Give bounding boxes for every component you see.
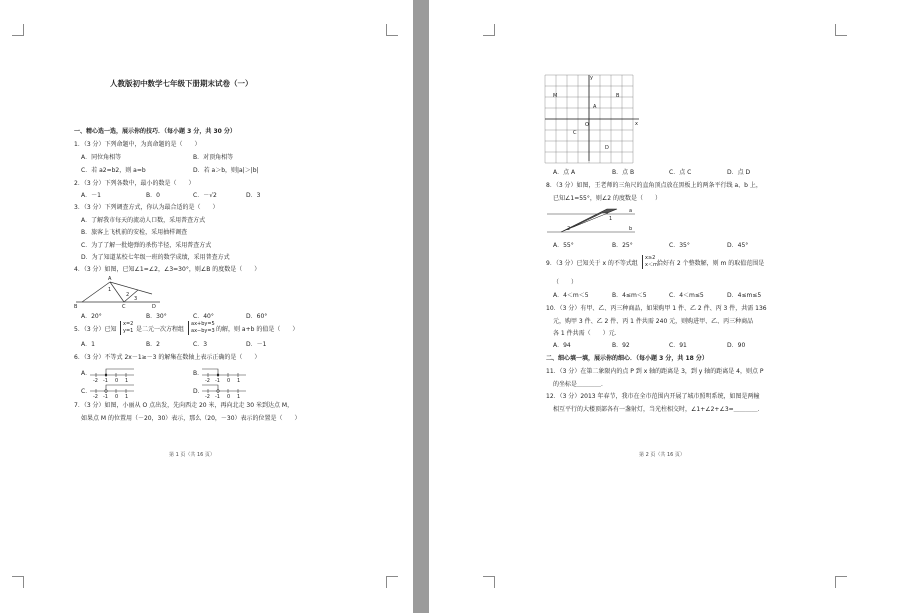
option-c: C．4＜m≤5	[669, 292, 704, 299]
angle-figure	[74, 276, 164, 310]
question-stem-suffix: 的解，则 a+b 的值是（ ）	[216, 326, 299, 333]
tick-label: -1	[215, 378, 220, 384]
crop-mark	[835, 576, 847, 588]
option-b: B．30°	[146, 313, 167, 320]
option-d: D．点 D	[727, 169, 751, 176]
option-b: B．点 B	[612, 169, 635, 176]
option-a: A．20°	[81, 313, 102, 320]
tick-label: -2	[93, 394, 98, 400]
question-stem: 各 1 件共需（ ）元．	[553, 330, 621, 337]
crop-mark	[386, 24, 398, 36]
question-stem: 4．（3 分）如图，已知∠1=∠2，∠3=30°，则∠B 的度数是（ ）	[74, 266, 261, 273]
option-b: B．4≤m＜5	[612, 292, 647, 299]
page-footer: 第 1 页（共 16 页）	[169, 452, 215, 458]
tick-label: -2	[205, 394, 210, 400]
number-line-c	[90, 382, 136, 398]
option-c: C．40°	[193, 313, 214, 320]
crop-mark	[386, 576, 398, 588]
option-d: D．4≤m≤5	[727, 292, 762, 299]
question-stem: 12．（3 分）2013 年春节，我市在全市范围内开展了城市照明系统，如图是两幢	[546, 393, 760, 400]
question-stem: 11．（3 分）在第二象限内的点 P 到 x 轴的距离是 3，到 y 轴的距离是 4，则点 P	[546, 368, 764, 375]
point-label: A	[108, 276, 112, 282]
tick-label: -2	[93, 378, 98, 384]
option-c: C．点 C	[669, 169, 692, 176]
option-b: B．旅客上飞机前的安检，采用抽样调查	[81, 229, 188, 236]
document-page-1	[0, 0, 413, 613]
option-b: B．对顶角相等	[193, 154, 234, 161]
option-c: C．35°	[669, 242, 690, 249]
option-a: A．了解我市每天的流动人口数，采用普查方式	[81, 217, 206, 224]
triangle-ruler-figure	[547, 206, 637, 236]
option-a: A．4＜m＜5	[553, 292, 589, 299]
question-stem: 1．（3 分）下列命题中，为真命题的是（ ）	[74, 141, 201, 148]
question-stem: 如果点 M 的位置用（－20，30）表示，那么（20，－30）表示的位置是（ ）	[81, 415, 301, 422]
point-label: B	[616, 93, 620, 99]
point-label: O	[585, 122, 589, 128]
tick-label: 0	[227, 394, 231, 400]
option-d: D．45°	[727, 242, 749, 249]
point-label: C	[122, 304, 126, 310]
option-b: B．92	[612, 342, 630, 349]
tick-label: -1	[215, 394, 220, 400]
option-c: C．3	[193, 341, 208, 348]
question-stem: 2．（3 分）下列各数中，最小的数是（ ）	[74, 180, 195, 187]
crop-mark	[483, 576, 495, 588]
crop-mark	[12, 576, 24, 588]
option-d: D．3	[246, 192, 261, 199]
equation-system: x=2 y=1	[120, 321, 133, 335]
document-page-2	[429, 0, 916, 613]
option-b: B．	[193, 370, 204, 377]
point-label: C	[573, 130, 577, 136]
option-b: B．25°	[612, 242, 633, 249]
tick-label: 1	[125, 378, 129, 384]
option-c: C．	[81, 388, 92, 395]
point-label: D	[605, 145, 609, 151]
crop-mark	[483, 24, 495, 36]
axis-label: x	[635, 121, 638, 127]
tick-label: -1	[103, 394, 108, 400]
line-label: a	[629, 208, 633, 214]
option-b: B．0	[146, 192, 160, 199]
option-c: C．为了了解一批炮弹的杀伤半径，采用普查方式	[81, 242, 212, 249]
tick-label: -1	[103, 378, 108, 384]
point-label: B	[74, 304, 78, 310]
option-d: D．90	[727, 342, 746, 349]
number-line-b	[202, 366, 248, 382]
option-d: D．若 a＞b，则|a|＞|b|	[193, 167, 259, 174]
angle-label: 2	[567, 226, 571, 232]
coordinate-grid	[545, 75, 641, 163]
answer-blank: （ ）	[553, 279, 578, 286]
crop-mark	[835, 24, 847, 36]
equation-system: ax+by=5 ax−by=3	[188, 321, 215, 335]
option-c: C．91	[669, 342, 687, 349]
option-d: D．为了知道某校七年级一班的数学成绩，采用普查方式	[81, 254, 230, 261]
angle-label: 1	[609, 216, 613, 222]
tick-label: 1	[237, 378, 241, 384]
line-label: b	[629, 226, 633, 232]
tick-label: 1	[237, 394, 241, 400]
tick-label: 0	[227, 378, 231, 384]
question-stem: 已知∠1=55°，则∠2 的度数是（ ）	[553, 195, 661, 202]
question-stem: 元，购甲 3 件、乙 2 件、丙 1 件共需 240 元，则购进甲、乙、丙三种商品	[553, 318, 754, 325]
section-heading: 一、精心选一选，展示你的技巧．（每小题 3 分，共 30 分）	[74, 128, 236, 135]
tick-label: 1	[125, 394, 129, 400]
section-heading: 二、细心填一填，展示你的细心．（每小题 3 分，共 18 分）	[546, 355, 708, 362]
exam-title: 人教版初中数学七年级下册期末试卷（一）	[110, 79, 253, 88]
axis-label: y	[590, 75, 593, 81]
angle-label: 3	[134, 296, 138, 302]
option-a: A．－1	[81, 192, 101, 199]
angle-label: 2	[126, 292, 130, 298]
point-label: M	[553, 93, 558, 99]
option-b: B．2	[146, 341, 160, 348]
option-a: A．点 A	[553, 169, 576, 176]
inequality-system: x≥2 x＜m	[642, 255, 658, 269]
option-a: A．同位角相等	[81, 154, 122, 161]
question-stem-prefix: 5．（3 分）已知	[74, 326, 117, 333]
tick-label: -2	[205, 378, 210, 384]
crop-mark	[12, 24, 24, 36]
option-d: D．	[193, 388, 204, 395]
option-a: A．1	[81, 341, 95, 348]
option-c: C．若 a2=b2，则 a=b	[81, 167, 146, 174]
point-label: A	[593, 104, 597, 110]
number-line-d	[202, 382, 248, 398]
option-d: D．60°	[246, 313, 268, 320]
number-line-a	[90, 366, 136, 382]
question-stem: 的坐标是＿＿＿＿．	[553, 381, 608, 388]
tick-label: 0	[115, 394, 119, 400]
question-stem-prefix: 9．（3 分）已知关于 x 的不等式组	[546, 260, 638, 267]
question-stem-mid: 是二元一次方程组	[136, 326, 185, 333]
question-stem: 相互平行的大楼顶部各有一盏射灯，当光柱相交时，∠1+∠2+∠3=＿＿＿＿．	[553, 406, 764, 413]
tick-label: 0	[115, 378, 119, 384]
option-a: A．55°	[553, 242, 574, 249]
angle-label: 1	[108, 287, 112, 293]
question-stem: 10．（3 分）有甲、乙、丙三种商品，如果购甲 1 件、乙 2 件、丙 3 件，共需 136	[546, 305, 767, 312]
point-label: D	[152, 304, 156, 310]
question-stem: 7．（3 分）如图，小丽从 O 点出发，先向西走 20 米，再向北走 30 米到达点 M，	[74, 402, 294, 409]
question-stem: 3．（3 分）下列调查方式，你认为最合适的是（ ）	[74, 204, 219, 211]
option-a: A．	[81, 370, 92, 377]
question-stem-suffix: 恰好有 2 个整数解，则 m 的取值范围是	[657, 260, 765, 267]
question-stem: 6．（3 分）不等式 2x－1≥－3 的解集在数轴上表示正确的是（ ）	[74, 354, 261, 361]
option-d: D．－1	[246, 341, 267, 348]
question-stem: 8．（3 分）如图，王老师的三角尺的直角顶点放在黑板上的两条平行线 a、b 上，	[546, 182, 762, 189]
page-footer: 第 2 页（共 16 页）	[639, 452, 685, 458]
option-a: A．94	[553, 342, 571, 349]
option-c: C．－√2	[193, 192, 217, 199]
